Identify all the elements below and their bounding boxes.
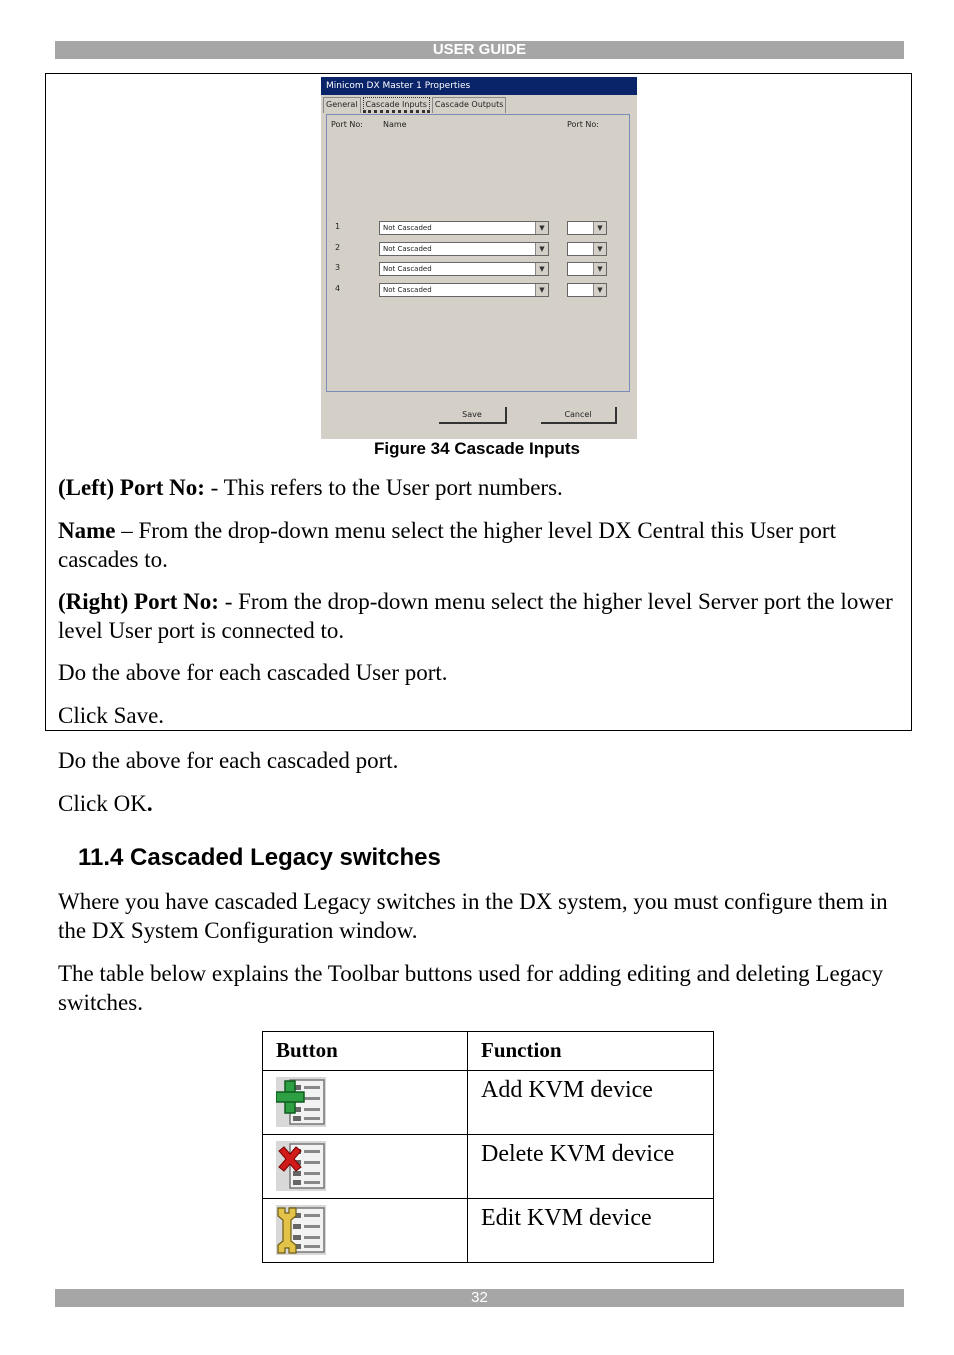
table-row — [263, 1199, 714, 1263]
row-number: 1 — [335, 222, 341, 231]
chevron-down-icon: ▼ — [593, 284, 606, 296]
term-right-port: (Right) Port No: — [58, 589, 219, 614]
row-number: 4 — [335, 284, 341, 293]
paragraph-legacy-intro: Where you have cascaded Legacy switches in the DX system, you must configure them in the DX System Configuration window. — [58, 889, 888, 943]
name-dropdown — [379, 262, 549, 276]
properties-dialog-screenshot — [321, 77, 637, 439]
cancel-button: Cancel — [541, 407, 617, 424]
edit-kvm-icon — [276, 1205, 326, 1255]
paragraph-left-port — [58, 473, 898, 502]
dialog-title: Minicom DX Master 1 Properties — [321, 77, 637, 95]
delete-kvm-icon — [276, 1141, 326, 1191]
chevron-down-icon: ▼ — [593, 222, 606, 234]
port-dropdown — [567, 242, 607, 256]
click-ok-period: . — [146, 791, 153, 816]
function-cell: Edit KVM device — [468, 1199, 714, 1263]
section-heading: 11.4 Cascaded Legacy switches — [78, 844, 441, 871]
chevron-down-icon: ▼ — [535, 243, 548, 255]
footer-bar — [55, 1289, 904, 1307]
tab-cascade-outputs: Cascade Outputs — [432, 97, 506, 113]
paragraph-each-user-port: Do the above for each cascaded User port. — [58, 660, 448, 685]
header-label: USER GUIDE — [432, 41, 527, 58]
port-dropdown — [567, 262, 607, 276]
paragraph-each-port: Do the above for each cascaded port. — [58, 748, 399, 773]
paragraph-click-save: Click Save. — [58, 703, 165, 728]
dropdown-value: Not Cascaded — [383, 245, 432, 253]
column-header-button: Button — [263, 1032, 468, 1071]
function-cell: Add KVM device — [468, 1071, 714, 1135]
row-number: 3 — [335, 263, 341, 272]
figure-caption: Figure 34 Cascade Inputs — [374, 439, 580, 458]
dialog-tabs — [323, 97, 508, 113]
port-dropdown — [567, 221, 607, 235]
name-header: Name — [383, 120, 407, 129]
right-port-header: Port No: — [567, 120, 599, 129]
table-row — [263, 1135, 714, 1199]
desc-left-port: - This refers to the User port numbers. — [204, 475, 563, 500]
click-ok-text: Click OK — [58, 791, 147, 816]
dialog-panel — [326, 114, 630, 392]
paragraph-name — [58, 516, 898, 574]
dropdown-value: Not Cascaded — [383, 286, 432, 294]
paragraph-table-intro: The table below explains the Toolbar buttons used for adding editing and deleting Legacy switches. — [58, 961, 884, 1015]
paragraph-right-port — [58, 587, 898, 645]
dropdown-value: Not Cascaded — [383, 224, 432, 232]
name-dropdown — [379, 283, 549, 297]
column-header-function: Function — [468, 1032, 714, 1071]
add-kvm-icon — [276, 1077, 326, 1127]
tab-cascade-inputs: Cascade Inputs — [363, 97, 430, 113]
header-bar — [55, 41, 904, 59]
name-dropdown — [379, 242, 549, 256]
function-cell: Delete KVM device — [468, 1135, 714, 1199]
chevron-down-icon: ▼ — [593, 243, 606, 255]
desc-name: – From the drop-down menu select the higher level DX Central this User port cascades to. — [58, 518, 836, 572]
chevron-down-icon: ▼ — [593, 263, 606, 275]
table-row — [263, 1071, 714, 1135]
row-number: 2 — [335, 243, 341, 252]
paragraph-click-ok — [58, 789, 898, 818]
chevron-down-icon: ▼ — [535, 263, 548, 275]
dropdown-value: Not Cascaded — [383, 265, 432, 273]
save-button: Save — [439, 407, 507, 424]
left-port-header: Port No: — [331, 120, 363, 129]
tab-general: General — [323, 97, 361, 113]
page-number: 32 — [471, 1289, 488, 1306]
term-left-port: (Left) Port No: — [58, 475, 205, 500]
table-header-row — [263, 1032, 714, 1071]
name-dropdown — [379, 221, 549, 235]
term-name: Name — [58, 518, 116, 543]
port-dropdown — [567, 283, 607, 297]
chevron-down-icon: ▼ — [535, 222, 548, 234]
chevron-down-icon: ▼ — [535, 284, 548, 296]
toolbar-buttons-table — [262, 1031, 714, 1263]
desc-right-port: - From the drop-down menu select the higher level Server port the lower level User port is connected to. — [58, 589, 893, 643]
